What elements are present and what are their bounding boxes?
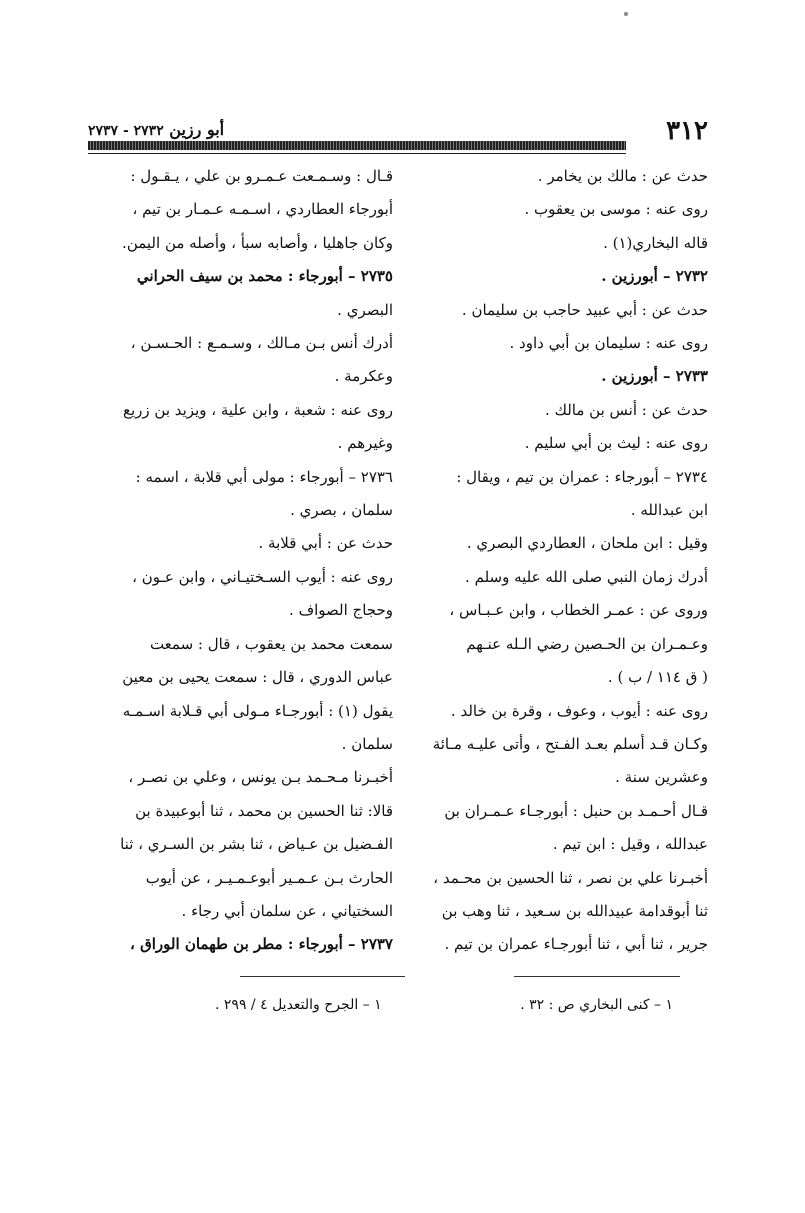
text-line: الحارث بـن عـمـير أبوعـمـيـر ، عن أيوب xyxy=(145,868,393,887)
text-line: قـال أحـمـد بن حنبل : أبورجـاء عـمـران بن xyxy=(444,801,708,820)
text-line: روى عنه : ليث بن أبي سليم . xyxy=(524,434,708,453)
text-line: أدرك زمان النبي صلى الله عليه وسلم . xyxy=(465,567,708,586)
text-line: وروى عن : عمـر الخطاب ، وابن عـبـاس ، xyxy=(449,601,708,620)
text-line: ابن عبدالله . xyxy=(630,501,708,520)
text-line: عبدالله ، وقيل : ابن تيم . xyxy=(552,835,708,854)
header-title-text: أبو رزين xyxy=(169,120,225,139)
text-line: السختياني ، عن سلمان أبي رجاء . xyxy=(181,901,393,920)
text-line: روى عنه : موسى بن يعقوب . xyxy=(524,200,708,219)
text-line: عباس الدوري ، قال : سمعت يحيى بن معين xyxy=(122,668,393,687)
text-line: ثنا أبوقدامة عبيدالله بن سـعيد ، ثنا وهب بن xyxy=(441,901,708,920)
footnote-left: ١ – الجرح والتعديل ٤ / ٢٩٩ . xyxy=(215,997,382,1013)
text-line: وعكرمة . xyxy=(334,367,393,386)
text-line: سلمان ، بصري . xyxy=(290,501,393,520)
text-line: قـال : وسـمـعت عـمـرو بن علي ، يـقـول : xyxy=(130,167,393,185)
text-line: روى عنه : أيوب ، وعوف ، وقرة بن خالد . xyxy=(450,701,708,720)
footnote-divider-left xyxy=(240,976,405,977)
text-line: حدث عن : أبي عبيد حاجب بن سليمان . xyxy=(461,300,708,319)
text-line: روى عنه : سليمان بن أبي داود . xyxy=(509,334,708,353)
entry-heading-line: ٢٧٣٤ – أبورجاء : عمران بن تيم ، ويقال : xyxy=(456,467,708,486)
right-column xyxy=(408,160,708,962)
text-line: وعـمـران بن الحـصين رضي الـله عنـهم xyxy=(466,634,708,653)
entry-heading-line: ٢٧٣٦ – أبورجاء : مولى أبي قلابة ، اسمه : xyxy=(135,467,393,486)
text-line: وكـان قـد أسلم بعـد الفـتح ، وأتى عليـه مـائة xyxy=(432,734,708,753)
text-line: يقول (١) : أبورجـاء مـولى أبي قـلابة اسـمـه xyxy=(122,701,393,720)
text-line: أخبـرنا مـحـمد بـن يونس ، وعلي بن نصـر ، xyxy=(128,768,393,787)
entry-heading: ٢٧٣٢ – أبورزين . xyxy=(601,267,708,286)
footnote-divider-right xyxy=(514,976,680,977)
text-line: وكان جاهليا ، وأصابه سبأ ، وأصله من اليمن. xyxy=(122,233,393,252)
header-range: ٢٧٣٢ - ٢٧٣٧ xyxy=(88,123,164,139)
text-line: سلمان . xyxy=(341,734,393,753)
text-line: قاله البخاري(١) . xyxy=(603,233,708,252)
text-line: روى عنه : شعبة ، وابن علية ، ويزيد بن زريع xyxy=(122,400,393,419)
entry-heading: ٢٧٣٥ – أبورجاء : محمد بن سيف الحراني xyxy=(136,267,393,286)
text-line: ( ق ١١٤ / ب ) . xyxy=(607,668,708,687)
text-line: وعشرين سنة . xyxy=(615,768,708,787)
entry-heading: ٢٧٣٧ – أبورجاء : مطر بن طهمان الوراق ، xyxy=(130,935,393,954)
header-title xyxy=(88,120,224,139)
text-line: وقيل : ابن ملحان ، العطاردي البصري . xyxy=(466,534,708,553)
page-number: ٣١٢ xyxy=(666,116,708,146)
left-column xyxy=(88,160,393,962)
footnote-right: ١ – كنى البخاري ص : ٣٢ . xyxy=(520,997,673,1013)
text-line: الفـضيل بن عـياض ، ثنا بشر بن السـري ، ثنا xyxy=(120,835,393,854)
text-line: أخبـرنا علي بن نصر ، ثنا الحسين بن محـمد ، xyxy=(433,868,708,887)
text-line: البصري . xyxy=(337,300,393,319)
text-line: أدرك أنس بـن مـالك ، وسـمـع : الحـسـن ، xyxy=(130,334,393,353)
text-line: حدث عن : أنس بن مالك . xyxy=(545,400,708,419)
text-line: حدث عن : أبي قلابة . xyxy=(258,534,393,553)
text-line: قالا: ثنا الحسين بن محمد ، ثنا أبوعبيدة بن xyxy=(135,801,393,820)
text-line: حدث عن : مالك بن يخامر . xyxy=(537,167,708,185)
text-line: أبورجاء العطاردي ، اسـمـه عـمـار بن تيم ، xyxy=(132,200,393,219)
header-rule xyxy=(88,141,626,150)
text-line: روى عنه : أيوب السـختيـاني ، وابن عـون ، xyxy=(132,567,393,586)
text-line: جرير ، ثنا أبي ، ثنا أبورجـاء عمران بن تيم . xyxy=(444,935,708,954)
entry-heading: ٢٧٣٣ – أبورزين . xyxy=(601,367,708,386)
speck xyxy=(624,12,628,16)
running-header xyxy=(88,110,708,156)
text-line: وحجاج الصواف . xyxy=(289,601,393,620)
text-line: وغيرهم . xyxy=(337,434,393,453)
text-line: سمعت محمد بن يعقوب ، قال : سمعت xyxy=(149,634,393,653)
